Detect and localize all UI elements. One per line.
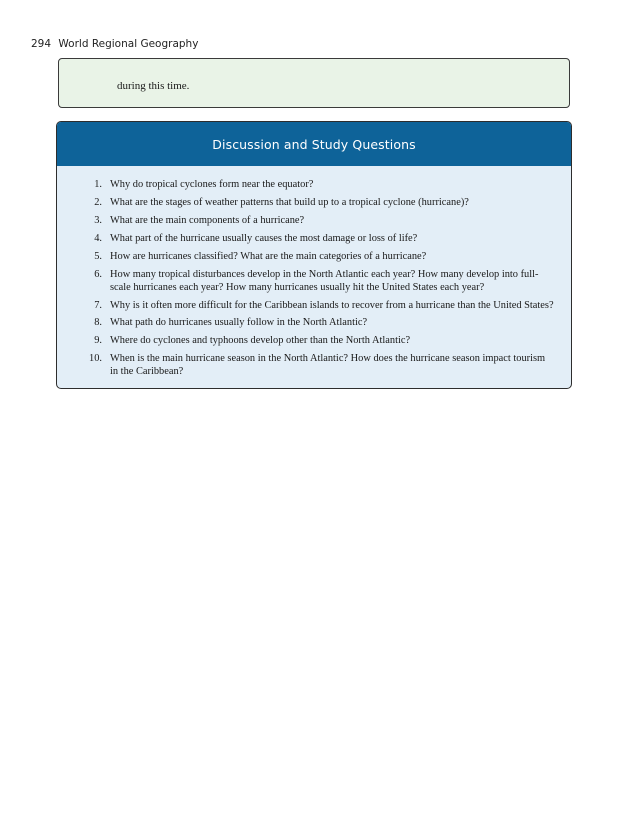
- question-text: What part of the hurricane usually causes the most damage or loss of life?: [110, 232, 418, 244]
- question-number: 4.: [94, 232, 102, 244]
- discussion-title: Discussion and Study Questions: [57, 122, 571, 166]
- running-header: [31, 38, 198, 50]
- question-number: 1.: [94, 179, 102, 190]
- question-item: [57, 353, 571, 378]
- question-item: [57, 233, 571, 246]
- question-text: What path do hurricanes usually follow in the North Atlantic?: [110, 317, 368, 329]
- book-title: World Regional Geography: [58, 38, 199, 50]
- question-item: [57, 215, 571, 228]
- question-text: What are the main components of a hurricane?: [110, 214, 305, 226]
- question-number: 8.: [94, 317, 102, 329]
- question-list: [57, 179, 571, 384]
- question-item: [57, 317, 571, 330]
- question-number: 7.: [94, 299, 102, 311]
- question-text: How many tropical disturbances develop in the North Atlantic each year? How many develop into full-scale hurricanes each year? How many hurricanes usually hit the United States each year?: [110, 268, 539, 293]
- question-item: [57, 197, 571, 210]
- continuation-text: during this time.: [117, 80, 190, 92]
- question-text: What are the stages of weather patterns that build up to a tropical cyclone (hurricane)?: [110, 196, 469, 208]
- question-number: 10.: [89, 353, 102, 365]
- question-number: 2.: [94, 196, 102, 208]
- question-item: [57, 300, 571, 313]
- question-item: [57, 251, 571, 264]
- question-text: Why is it often more difficult for the Caribbean islands to recover from a hurricane than the United States?: [110, 299, 554, 311]
- question-item: [57, 179, 571, 192]
- question-text: How are hurricanes classified? What are the main categories of a hurricane?: [110, 250, 427, 262]
- question-number: 6.: [94, 268, 102, 280]
- question-number: 9.: [94, 335, 102, 347]
- question-item: [57, 335, 571, 348]
- question-text: Where do cyclones and typhoons develop other than the North Atlantic?: [110, 335, 411, 347]
- question-item: [57, 269, 571, 294]
- question-number: 3.: [94, 214, 102, 226]
- question-text: When is the main hurricane season in the North Atlantic? How does the hurricane season impact tourism in the Caribbean?: [110, 353, 546, 378]
- discussion-questions-box: [56, 121, 572, 389]
- page-number: 294: [31, 38, 52, 50]
- question-text: Why do tropical cyclones form near the equator?: [110, 179, 314, 190]
- question-number: 5.: [94, 250, 102, 262]
- continuation-box: [58, 58, 570, 108]
